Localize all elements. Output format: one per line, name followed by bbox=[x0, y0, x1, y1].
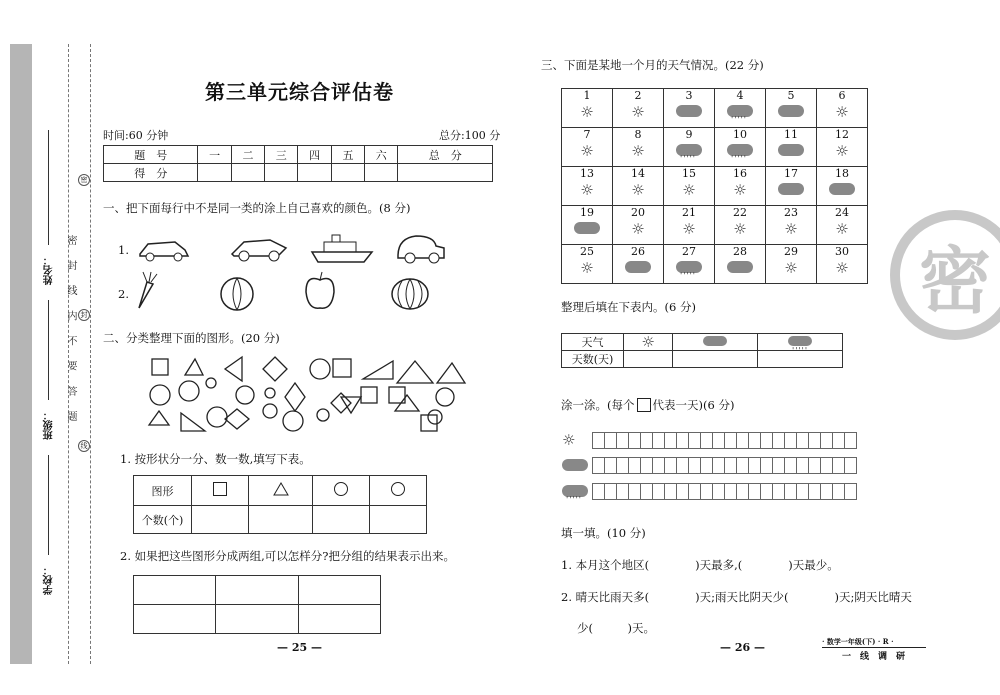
day-number: 28 bbox=[733, 245, 747, 258]
day-number: 26 bbox=[631, 245, 645, 258]
day-number: 21 bbox=[682, 206, 696, 219]
race-car-icon bbox=[232, 240, 286, 261]
cloud-icon bbox=[778, 105, 804, 117]
triangle-shape bbox=[225, 357, 242, 381]
score-header-cell: 五 bbox=[331, 146, 364, 164]
paint-cell[interactable] bbox=[809, 457, 821, 474]
weather-day-cell bbox=[664, 167, 715, 206]
shape-table-header: 图形 bbox=[134, 476, 192, 506]
xian-mark: 线 bbox=[78, 440, 90, 452]
shape-table-row-label: 个数(个) bbox=[134, 506, 192, 534]
paint-cell[interactable] bbox=[665, 432, 677, 449]
weather-day-cell bbox=[664, 128, 715, 167]
exam-time: 时间:60 分钟 bbox=[103, 129, 169, 142]
weather-day-cell bbox=[766, 206, 817, 245]
weather-day-cell bbox=[562, 167, 613, 206]
confidential-seal: 密 bbox=[890, 210, 1000, 340]
paint-cell[interactable] bbox=[797, 483, 809, 500]
weather-day-cell bbox=[817, 206, 868, 245]
paint-cell[interactable] bbox=[605, 483, 617, 500]
paint-cell[interactable] bbox=[797, 432, 809, 449]
paint-cell[interactable] bbox=[629, 483, 641, 500]
day-number: 9 bbox=[685, 128, 693, 141]
paint-cell[interactable] bbox=[689, 432, 701, 449]
sun-icon: ☼ bbox=[641, 332, 655, 351]
unit-box bbox=[637, 398, 651, 412]
weather-day-cell bbox=[613, 89, 664, 128]
class-underline bbox=[48, 300, 49, 400]
score-cell[interactable] bbox=[231, 164, 264, 182]
weather-day-cell bbox=[766, 245, 817, 284]
school-label: 学校： bbox=[44, 565, 55, 595]
paint-cell[interactable] bbox=[737, 483, 749, 500]
sun-icon: ☼ bbox=[631, 181, 645, 199]
day-number: 23 bbox=[784, 206, 798, 219]
circle-shape bbox=[310, 359, 330, 379]
day-number: 15 bbox=[682, 167, 696, 180]
exam-total: 总分:100 分 bbox=[439, 129, 501, 142]
square-shape bbox=[421, 415, 437, 431]
paint-cell[interactable] bbox=[785, 483, 797, 500]
day-number: 12 bbox=[835, 128, 849, 141]
triangle-shape bbox=[363, 361, 393, 379]
paint-cell[interactable] bbox=[785, 457, 797, 474]
paint-cell[interactable] bbox=[665, 483, 677, 500]
weather-day-cell bbox=[613, 128, 664, 167]
sun-icon: ☼ bbox=[835, 142, 849, 160]
day-number: 6 bbox=[838, 89, 846, 102]
day-number: 27 bbox=[682, 245, 696, 258]
weather-day-cell bbox=[715, 245, 766, 284]
sun-icon: ☼ bbox=[631, 220, 645, 238]
rain-icon bbox=[788, 336, 812, 346]
score-cell[interactable] bbox=[331, 164, 364, 182]
day-number: 25 bbox=[580, 245, 594, 258]
score-header-cell: 一 bbox=[198, 146, 231, 164]
paint-cell[interactable] bbox=[785, 432, 797, 449]
paint-cell[interactable] bbox=[677, 457, 689, 474]
days-cell[interactable] bbox=[673, 351, 758, 368]
binding-strip bbox=[10, 44, 32, 664]
day-number: 1 bbox=[583, 89, 591, 102]
sun-icon: ☼ bbox=[631, 103, 645, 121]
organize-text: 整理后填在下表内。(6 分) bbox=[561, 300, 696, 314]
circle-shape bbox=[207, 407, 227, 427]
diamond-shape bbox=[263, 357, 287, 381]
square-column bbox=[192, 476, 249, 506]
paint-cell[interactable] bbox=[725, 483, 737, 500]
question-1-text: 一、把下面每行中不是同一类的涂上自己喜欢的颜色。(8 分) bbox=[103, 201, 411, 215]
square-shape bbox=[361, 387, 377, 403]
day-number: 13 bbox=[580, 167, 594, 180]
school-underline bbox=[48, 455, 49, 555]
weather-day-cell bbox=[715, 206, 766, 245]
paint-cell[interactable] bbox=[737, 432, 749, 449]
day-number: 29 bbox=[784, 245, 798, 258]
day-number: 18 bbox=[835, 167, 849, 180]
shapes-figure bbox=[145, 353, 470, 435]
paint-cell[interactable] bbox=[821, 432, 833, 449]
group-cell[interactable] bbox=[134, 605, 216, 634]
paint-cell[interactable] bbox=[809, 432, 821, 449]
rain-icon bbox=[676, 144, 702, 156]
paint-cell[interactable] bbox=[617, 432, 629, 449]
q2-sub2-text: 2. 如果把这些图形分成两组,可以怎样分?把分组的结果表示出来。 bbox=[120, 549, 455, 563]
paint-cell[interactable] bbox=[713, 483, 725, 500]
fill-text: 填一填。(10 分) bbox=[561, 526, 646, 540]
day-number: 16 bbox=[733, 167, 747, 180]
sun-icon: ☼ bbox=[631, 142, 645, 160]
day-number: 4 bbox=[736, 89, 744, 102]
cloud-column bbox=[673, 334, 758, 351]
paint-cell[interactable] bbox=[689, 457, 701, 474]
circle-shape bbox=[150, 385, 170, 405]
sun-column bbox=[624, 334, 673, 351]
paint-cell[interactable] bbox=[665, 457, 677, 474]
paint-cell[interactable] bbox=[605, 432, 617, 449]
q1-row1-number: 1. bbox=[118, 243, 129, 257]
paint-cell[interactable] bbox=[593, 432, 605, 449]
sun-icon: ☼ bbox=[682, 181, 696, 199]
ship-icon bbox=[312, 235, 372, 262]
paint-cell[interactable] bbox=[689, 483, 701, 500]
small-circle-shape bbox=[206, 378, 216, 388]
day-number: 14 bbox=[631, 167, 645, 180]
paint-cell[interactable] bbox=[641, 483, 653, 500]
question-2-text: 二、分类整理下面的图形。(20 分) bbox=[103, 331, 280, 345]
cloud-icon bbox=[676, 105, 702, 117]
score-cell[interactable] bbox=[265, 164, 298, 182]
right-page-number: — 26 — bbox=[720, 641, 765, 654]
day-number: 10 bbox=[733, 128, 747, 141]
feng-mark: 封 bbox=[78, 309, 90, 321]
triangle-shape bbox=[437, 363, 465, 383]
sun-icon: ☼ bbox=[784, 259, 798, 277]
weather-day-cell bbox=[664, 245, 715, 284]
paint-cell[interactable] bbox=[629, 457, 641, 474]
paint-cell[interactable] bbox=[641, 432, 653, 449]
score-header-cell: 题 号 bbox=[104, 146, 198, 164]
triangle-column bbox=[248, 476, 312, 506]
paint-cell[interactable] bbox=[617, 457, 629, 474]
sun-icon: ☼ bbox=[580, 103, 594, 121]
paint-cell[interactable] bbox=[737, 457, 749, 474]
paint-cell[interactable] bbox=[713, 457, 725, 474]
score-header-cell: 总 分 bbox=[398, 146, 493, 164]
paint-cell[interactable] bbox=[845, 432, 857, 449]
paint-cell[interactable] bbox=[629, 432, 641, 449]
paint-cell[interactable] bbox=[809, 483, 821, 500]
paint-cell[interactable] bbox=[749, 483, 761, 500]
group-cell[interactable] bbox=[216, 605, 298, 634]
paint-cell[interactable] bbox=[593, 483, 605, 500]
weather-day-cell bbox=[562, 245, 613, 284]
paint-cell[interactable] bbox=[749, 432, 761, 449]
weather-day-cell bbox=[562, 89, 613, 128]
series-name: · 数学一年级(下) · R · bbox=[822, 637, 894, 646]
paint-cell[interactable] bbox=[653, 432, 665, 449]
group-cell[interactable] bbox=[134, 576, 216, 605]
triangle-shape bbox=[181, 413, 205, 431]
sun-icon: ☼ bbox=[580, 259, 594, 277]
small-circle-shape bbox=[265, 388, 275, 398]
day-number: 19 bbox=[580, 206, 594, 219]
paint-cell[interactable] bbox=[653, 457, 665, 474]
weather-day-cell bbox=[613, 206, 664, 245]
triangle-shape bbox=[149, 411, 169, 425]
seal-mark: 密 bbox=[78, 174, 90, 186]
binding-line-2 bbox=[90, 44, 91, 664]
fill-question-2-cont: 少( )天。 bbox=[577, 621, 655, 635]
cabbage-icon bbox=[221, 278, 253, 310]
paint-cell[interactable] bbox=[701, 457, 713, 474]
paint-cell[interactable] bbox=[833, 432, 845, 449]
paint-cell[interactable] bbox=[701, 483, 713, 500]
day-number: 17 bbox=[784, 167, 798, 180]
day-number: 3 bbox=[685, 89, 693, 102]
class-label: 班级： bbox=[44, 410, 55, 440]
paint-text-a: 涂一涂。(每个 bbox=[561, 398, 635, 412]
ball-column bbox=[370, 476, 427, 506]
paint-cell[interactable] bbox=[725, 432, 737, 449]
count-cell[interactable] bbox=[192, 506, 249, 534]
paint-text-b: 代表一天)(6 分) bbox=[652, 398, 735, 412]
weather-day-cell bbox=[817, 245, 868, 284]
rain-column bbox=[758, 334, 843, 351]
day-number: 5 bbox=[787, 89, 795, 102]
weather-day-cell bbox=[664, 206, 715, 245]
paint-cell[interactable] bbox=[677, 432, 689, 449]
weather-day-cell bbox=[562, 206, 613, 245]
series-divider bbox=[822, 647, 926, 648]
paint-cell[interactable] bbox=[761, 483, 773, 500]
paint-cell[interactable] bbox=[797, 457, 809, 474]
score-cell[interactable] bbox=[365, 164, 398, 182]
pumpkin-icon bbox=[392, 279, 428, 309]
paint-instruction bbox=[561, 397, 734, 413]
cloud-icon bbox=[829, 183, 855, 195]
sun-icon: ☼ bbox=[835, 259, 849, 277]
weather-day-cell bbox=[562, 128, 613, 167]
circle-shape bbox=[283, 411, 303, 431]
circle-shape bbox=[236, 386, 254, 404]
square-shape bbox=[333, 359, 351, 377]
group-cell[interactable] bbox=[298, 605, 380, 634]
small-circle-shape bbox=[317, 409, 329, 421]
summary-row-label: 天数(天) bbox=[562, 351, 624, 368]
cloud-icon bbox=[625, 261, 651, 273]
weather-day-cell bbox=[766, 128, 817, 167]
carrot-icon bbox=[139, 272, 157, 308]
sun-icon: ☼ bbox=[835, 220, 849, 238]
day-number: 7 bbox=[583, 128, 591, 141]
sun-icon: ☼ bbox=[733, 181, 747, 199]
rain-icon bbox=[727, 105, 753, 117]
paint-cell[interactable] bbox=[641, 457, 653, 474]
weather-day-cell bbox=[817, 89, 868, 128]
paint-cell[interactable] bbox=[833, 483, 845, 500]
weather-day-cell bbox=[715, 89, 766, 128]
group-cell[interactable] bbox=[216, 576, 298, 605]
diamond-shape bbox=[331, 393, 351, 413]
cloud-icon bbox=[778, 144, 804, 156]
score-cell[interactable] bbox=[298, 164, 331, 182]
paint-cell[interactable] bbox=[725, 457, 737, 474]
count-cell[interactable] bbox=[370, 506, 427, 534]
apple-icon bbox=[306, 272, 334, 308]
shape-count-table bbox=[133, 475, 427, 534]
q2-sub1-text: 1. 按形状分一分、数一数,填写下表。 bbox=[120, 452, 311, 466]
sun-icon: ☼ bbox=[733, 220, 747, 238]
paint-cell[interactable] bbox=[749, 457, 761, 474]
count-cell[interactable] bbox=[248, 506, 312, 534]
paint-cell[interactable] bbox=[833, 457, 845, 474]
weather-calendar bbox=[561, 88, 868, 284]
q1-row1-images bbox=[130, 232, 470, 266]
circle-column bbox=[313, 476, 370, 506]
day-number: 20 bbox=[631, 206, 645, 219]
weather-day-cell bbox=[613, 167, 664, 206]
paint-cell[interactable] bbox=[821, 483, 833, 500]
weather-day-cell bbox=[613, 245, 664, 284]
sun-icon: ☼ bbox=[682, 220, 696, 238]
score-row-label: 得 分 bbox=[104, 164, 198, 182]
diamond-shape bbox=[225, 409, 249, 429]
paint-cell[interactable] bbox=[821, 457, 833, 474]
paint-cell[interactable] bbox=[773, 432, 785, 449]
sun-icon: ☼ bbox=[580, 181, 594, 199]
days-cell[interactable] bbox=[624, 351, 673, 368]
triangle-shape bbox=[397, 361, 433, 383]
grouping-table bbox=[133, 575, 381, 634]
score-header-cell: 四 bbox=[298, 146, 331, 164]
paint-cell[interactable] bbox=[713, 432, 725, 449]
rain-icon bbox=[562, 485, 588, 497]
weather-day-cell bbox=[715, 128, 766, 167]
cloud-icon bbox=[562, 459, 588, 471]
paint-cell[interactable] bbox=[845, 483, 857, 500]
cartoon-car-icon bbox=[398, 236, 444, 263]
day-number: 2 bbox=[634, 89, 642, 102]
left-page-number: — 25 — bbox=[277, 641, 322, 654]
weather-day-cell bbox=[715, 167, 766, 206]
circle-shape bbox=[179, 381, 199, 401]
car-icon bbox=[140, 242, 188, 261]
cloud-icon bbox=[574, 222, 600, 234]
count-cell[interactable] bbox=[313, 506, 370, 534]
diamond-shape bbox=[285, 383, 305, 411]
circle-shape bbox=[263, 404, 277, 418]
question-3-text: 三、下面是某地一个月的天气情况。(22 分) bbox=[541, 58, 764, 72]
score-table bbox=[103, 145, 493, 182]
day-number: 30 bbox=[835, 245, 849, 258]
paint-grid bbox=[562, 432, 857, 501]
paint-cell[interactable] bbox=[701, 432, 713, 449]
triangle-shape bbox=[185, 359, 203, 375]
rain-icon bbox=[727, 144, 753, 156]
paint-cell[interactable] bbox=[593, 457, 605, 474]
cloud-icon bbox=[727, 261, 753, 273]
name-label: 姓名： bbox=[44, 255, 55, 285]
exam-title: 第三单元综合评估卷 bbox=[205, 80, 394, 104]
series-brand: 一 线 调 研 bbox=[842, 652, 906, 662]
square-shape bbox=[152, 359, 168, 375]
day-number: 8 bbox=[634, 128, 642, 141]
sun-icon: ☼ bbox=[562, 431, 576, 449]
name-underline bbox=[48, 130, 49, 245]
circle-shape bbox=[436, 388, 454, 406]
day-number: 24 bbox=[835, 206, 849, 219]
weather-day-cell bbox=[766, 89, 817, 128]
group-cell[interactable] bbox=[298, 576, 380, 605]
cloud-icon bbox=[778, 183, 804, 195]
fill-question-2: 2. 晴天比雨天多( )天;雨天比阴天少( )天;阴天比晴天 bbox=[561, 590, 912, 604]
weather-summary-table bbox=[561, 333, 843, 368]
sun-icon: ☼ bbox=[580, 142, 594, 160]
weather-day-cell bbox=[817, 128, 868, 167]
day-number: 22 bbox=[733, 206, 747, 219]
score-header-cell: 三 bbox=[265, 146, 298, 164]
binding-warning-text: 密 封 线 内 不 要 答 题 bbox=[65, 235, 76, 428]
score-header-cell: 二 bbox=[231, 146, 264, 164]
circle-shape bbox=[428, 410, 442, 424]
sun-icon: ☼ bbox=[784, 220, 798, 238]
day-number: 11 bbox=[784, 128, 798, 141]
paint-cell[interactable] bbox=[677, 483, 689, 500]
paint-cell[interactable] bbox=[761, 457, 773, 474]
paint-cell[interactable] bbox=[761, 432, 773, 449]
paint-cell[interactable] bbox=[773, 483, 785, 500]
weather-day-cell bbox=[664, 89, 715, 128]
q1-row2-number: 2. bbox=[118, 287, 129, 301]
paint-cell[interactable] bbox=[617, 483, 629, 500]
paint-cell[interactable] bbox=[605, 457, 617, 474]
summary-row-label: 天气 bbox=[562, 334, 624, 351]
fill-question-1: 1. 本月这个地区( )天最多,( )天最少。 bbox=[561, 558, 839, 572]
sun-icon: ☼ bbox=[835, 103, 849, 121]
q1-row2-images bbox=[135, 270, 435, 312]
weather-day-cell bbox=[817, 167, 868, 206]
paint-cell[interactable] bbox=[845, 457, 857, 474]
score-cell[interactable] bbox=[198, 164, 231, 182]
paint-cell[interactable] bbox=[773, 457, 785, 474]
weather-day-cell bbox=[766, 167, 817, 206]
score-cell[interactable] bbox=[398, 164, 493, 182]
cloud-icon bbox=[703, 336, 727, 346]
score-header-cell: 六 bbox=[365, 146, 398, 164]
rain-icon bbox=[676, 261, 702, 273]
paint-cell[interactable] bbox=[653, 483, 665, 500]
